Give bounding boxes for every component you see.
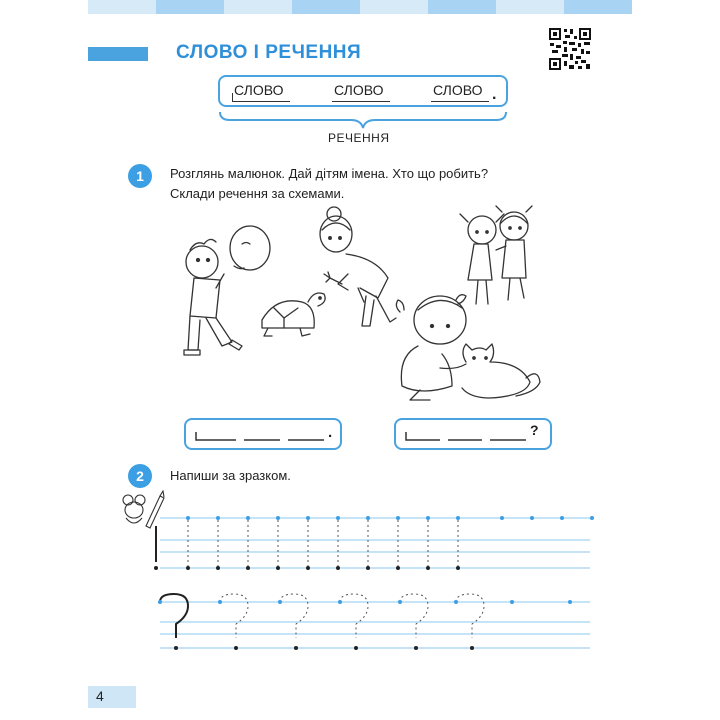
- qr-code-icon[interactable]: [548, 27, 592, 71]
- title-accent-bar: [88, 47, 148, 61]
- scheme-word-2: СЛОВО: [334, 82, 384, 98]
- capital-mark: [232, 93, 233, 101]
- children-illustration: [170, 200, 560, 420]
- answer-2-end-mark: ?: [530, 422, 539, 438]
- sentence-label: РЕЧЕННЯ: [328, 131, 390, 145]
- curly-brace: [218, 110, 508, 130]
- task-1-line-2: Склади речення за схемами.: [170, 186, 345, 201]
- scheme-word-1: СЛОВО: [234, 82, 284, 98]
- practice-lines-1: [154, 516, 594, 570]
- practice-lines-2: [158, 594, 590, 650]
- scheme-period: .: [492, 86, 497, 103]
- task-1-line-1: Розглянь малюнок. Дай дітям імена. Хто що робить?: [170, 166, 489, 181]
- turtle-figure: [262, 293, 325, 336]
- band-segment-4: [292, 0, 360, 14]
- band-segment-6: [428, 0, 496, 14]
- pencil-mouse-icon: [123, 491, 164, 528]
- scheme-word-3: СЛОВО: [433, 82, 483, 98]
- answer-scheme-lines-2: [394, 418, 552, 450]
- girl-with-cat-figure: [396, 295, 540, 400]
- task-1-badge: 1: [128, 164, 152, 188]
- top-color-band: [88, 0, 632, 14]
- boy-with-balloon-figure: [184, 226, 270, 355]
- answer-1-end-mark: .: [328, 424, 333, 441]
- band-segment-3: [224, 0, 292, 14]
- writing-practice-area: [110, 490, 600, 660]
- band-segment-1: [88, 0, 156, 14]
- band-segment-7: [496, 0, 564, 14]
- band-segment-2: [156, 0, 224, 14]
- word-line-1: [232, 101, 290, 102]
- band-segment-8: [564, 0, 632, 14]
- two-girls-figure: [460, 206, 532, 304]
- word-line-2: [332, 101, 390, 102]
- band-segment-5: [360, 0, 428, 14]
- task-2-badge: 2: [128, 464, 152, 488]
- task-2-text: Напиши за зразком.: [170, 468, 291, 483]
- page-number: 4: [96, 688, 104, 704]
- page-title: СЛОВО І РЕЧЕННЯ: [176, 42, 362, 63]
- girl-with-flower-figure: [320, 207, 396, 326]
- word-line-3: [431, 101, 489, 102]
- answer-scheme-lines-1: [184, 418, 342, 450]
